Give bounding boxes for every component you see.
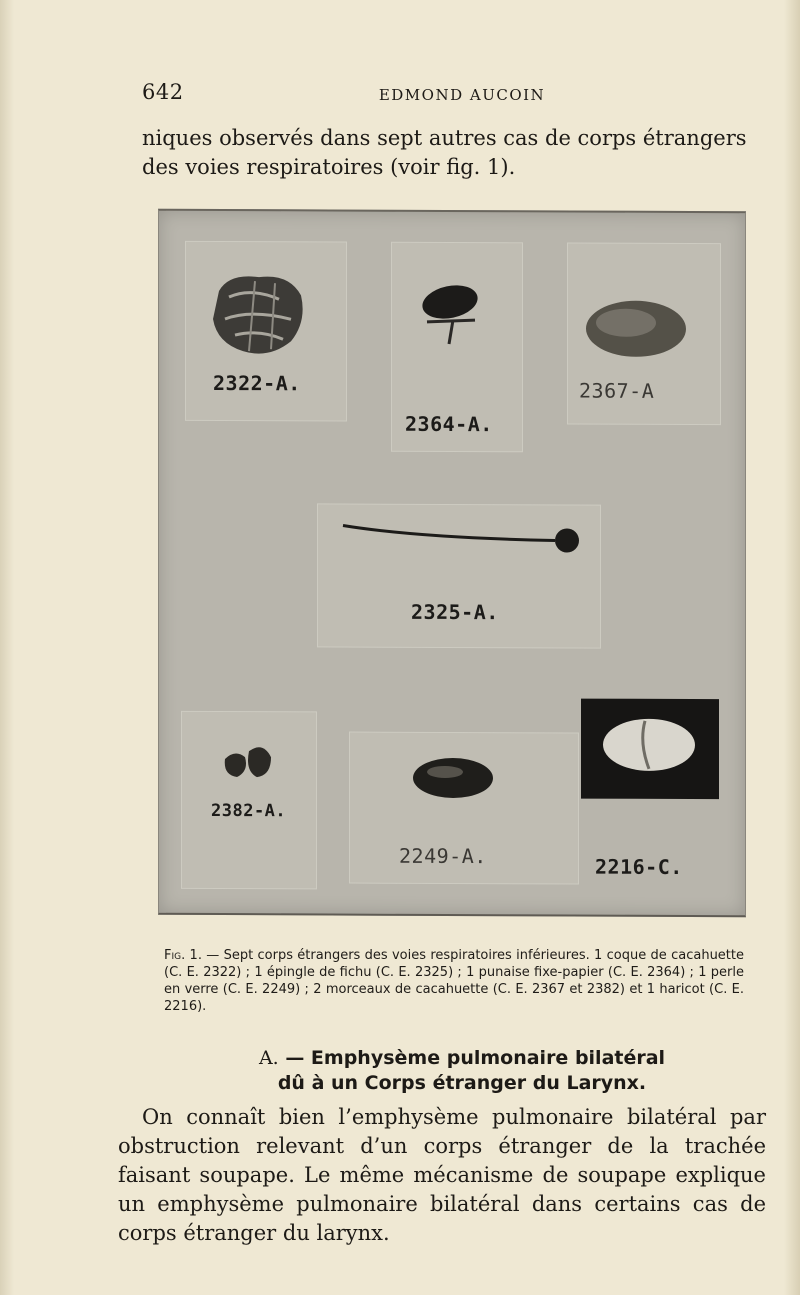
figure-photograph	[158, 209, 746, 918]
section-title-line-2: dû à un Corps étranger du Larynx.	[277, 1072, 647, 1094]
peanut-shell-object	[213, 276, 303, 354]
running-head	[142, 80, 752, 108]
continuation-paragraph: niques observés dans sept autres cas de corps étrangers des voies respiratoires (voir fig. 1).	[142, 126, 747, 179]
specimen-label: 2325-A.	[411, 599, 499, 625]
peanut-piece-object	[586, 301, 686, 357]
body-paragraph: On connaît bien l’emphysème pulmonaire bilatéral par obstruction relevant d’un corps étranger de la trachée faisant soupape. Le même mécanisme de soupape explique un emphysème pulmonaire bilatéral dans certains cas de corps étranger du larynx.	[118, 1105, 766, 1245]
hat-pin-object	[343, 526, 579, 553]
specimen-label: 2249-A.	[399, 843, 487, 869]
section-title-line-1: — Emphysème pulmonaire bilatéral	[278, 1047, 666, 1069]
caption-text: — Sept corps étrangers des voies respiratoires inférieures. 1 coque de cacahuette (C. E. 2322) ; 1 épingle de fichu (C. E. 2325) ; 1 punaise fixe-papier (C. E. 2364) ; 1 perle en verre (C. E. 2249) ; 2 morceaux de cacahuette (C. E. 2367 et 2382) et 1 haricot (C. E. 2216).	[164, 948, 745, 1014]
running-head-author: EDMOND AUCOIN	[378, 86, 546, 104]
page-gutter-shadow	[0, 0, 14, 1295]
specimen-label: 2382-A.	[211, 800, 287, 822]
section-heading-line-1	[142, 1046, 782, 1071]
specimen-label: 2322-A.	[213, 370, 301, 396]
bean-object	[581, 699, 719, 800]
section-letter: A.	[258, 1047, 279, 1069]
specimen-label: 2364-A.	[405, 411, 493, 437]
peanut-fragments-object	[225, 747, 271, 777]
specimen-label: 2216-C.	[595, 854, 683, 880]
specimen-label: 2367-A	[579, 378, 655, 403]
thumbtack-object	[419, 280, 480, 344]
glass-bead-object	[413, 758, 493, 798]
page-number: 642	[142, 80, 184, 104]
page-edge-shadow	[784, 0, 800, 1295]
figure-caption	[164, 947, 744, 1015]
figure-number: Fig. 1.	[164, 948, 202, 963]
section-heading	[142, 1046, 782, 1096]
